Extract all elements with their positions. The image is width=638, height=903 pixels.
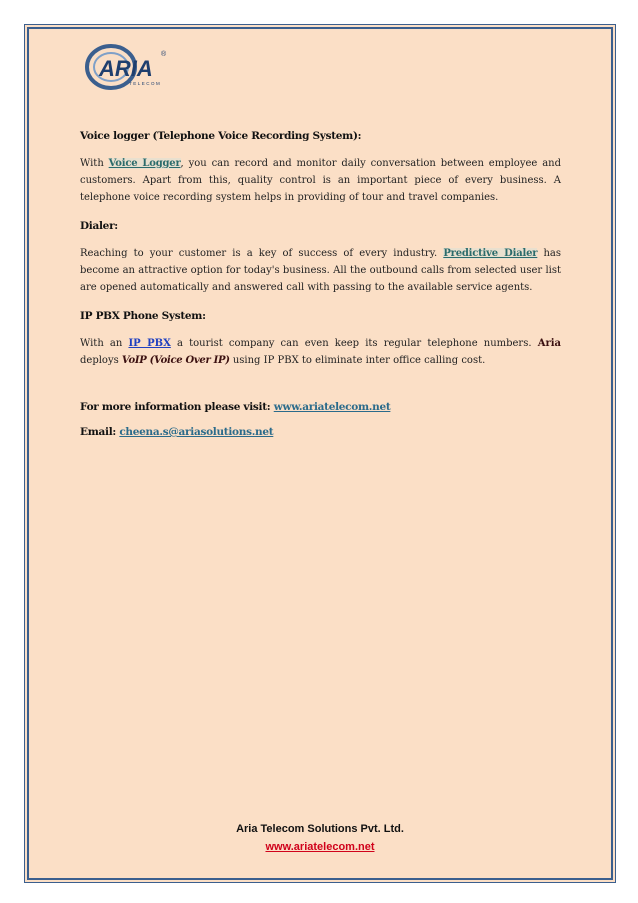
text-span: Reaching to your customer is a key of success of every industry. [80,248,438,259]
more-info-line [80,401,561,413]
voip-term: VoIP (Voice Over IP) [121,355,230,366]
predictive-dialer-link[interactable]: Predictive Dialer [443,248,538,259]
dialer-heading: Dialer: [80,220,118,232]
text-span: , you can record and monitor daily conversation between employee and customers. Apart from this, quality control is an important piece of every business. A telephone voice recording system helps in providing of tour and travel companies. [80,158,561,203]
text-span: With [80,158,104,169]
text-span: has become an attractive option for today's business. All the outbound calls from selected user list are opened automatically and answered call with passing to the available service agents. [80,248,561,293]
svg-text:®: ® [161,51,167,58]
footer-company: Aria Telecom Solutions Pvt. Ltd. [236,823,404,835]
brand-name: Aria [537,338,561,349]
website-link[interactable]: www.ariatelecom.net [273,401,391,413]
document-page [27,27,613,880]
page-footer [29,823,611,854]
ip-pbx-paragraph [80,335,561,369]
svg-text:TELECOM: TELECOM [129,81,162,86]
email-link[interactable]: cheena.s@ariasolutions.net [119,426,274,438]
footer-website-link[interactable]: www.ariatelecom.net [265,841,375,853]
more-info-label: For more information please visit: [80,401,271,413]
voice-logger-link[interactable]: Voice Logger [108,158,181,169]
aria-telecom-logo [81,42,181,92]
ip-pbx-heading: IP PBX Phone System: [80,310,206,322]
dialer-paragraph [80,245,561,296]
voice-logger-heading: Voice logger (Telephone Voice Recording System): [80,130,362,142]
text-span: With an [80,338,123,349]
text-span: using IP PBX to eliminate inter office calling cost. [232,355,486,366]
ip-pbx-link[interactable]: IP PBX [128,338,171,349]
email-line [80,426,561,438]
text-span: deploys [80,355,119,366]
text-span: a tourist company can even keep its regular telephone numbers. [177,338,532,349]
voice-logger-paragraph [80,155,561,206]
svg-text:ARIA: ARIA [99,56,153,81]
main-content [80,130,561,451]
email-label: Email: [80,426,116,438]
